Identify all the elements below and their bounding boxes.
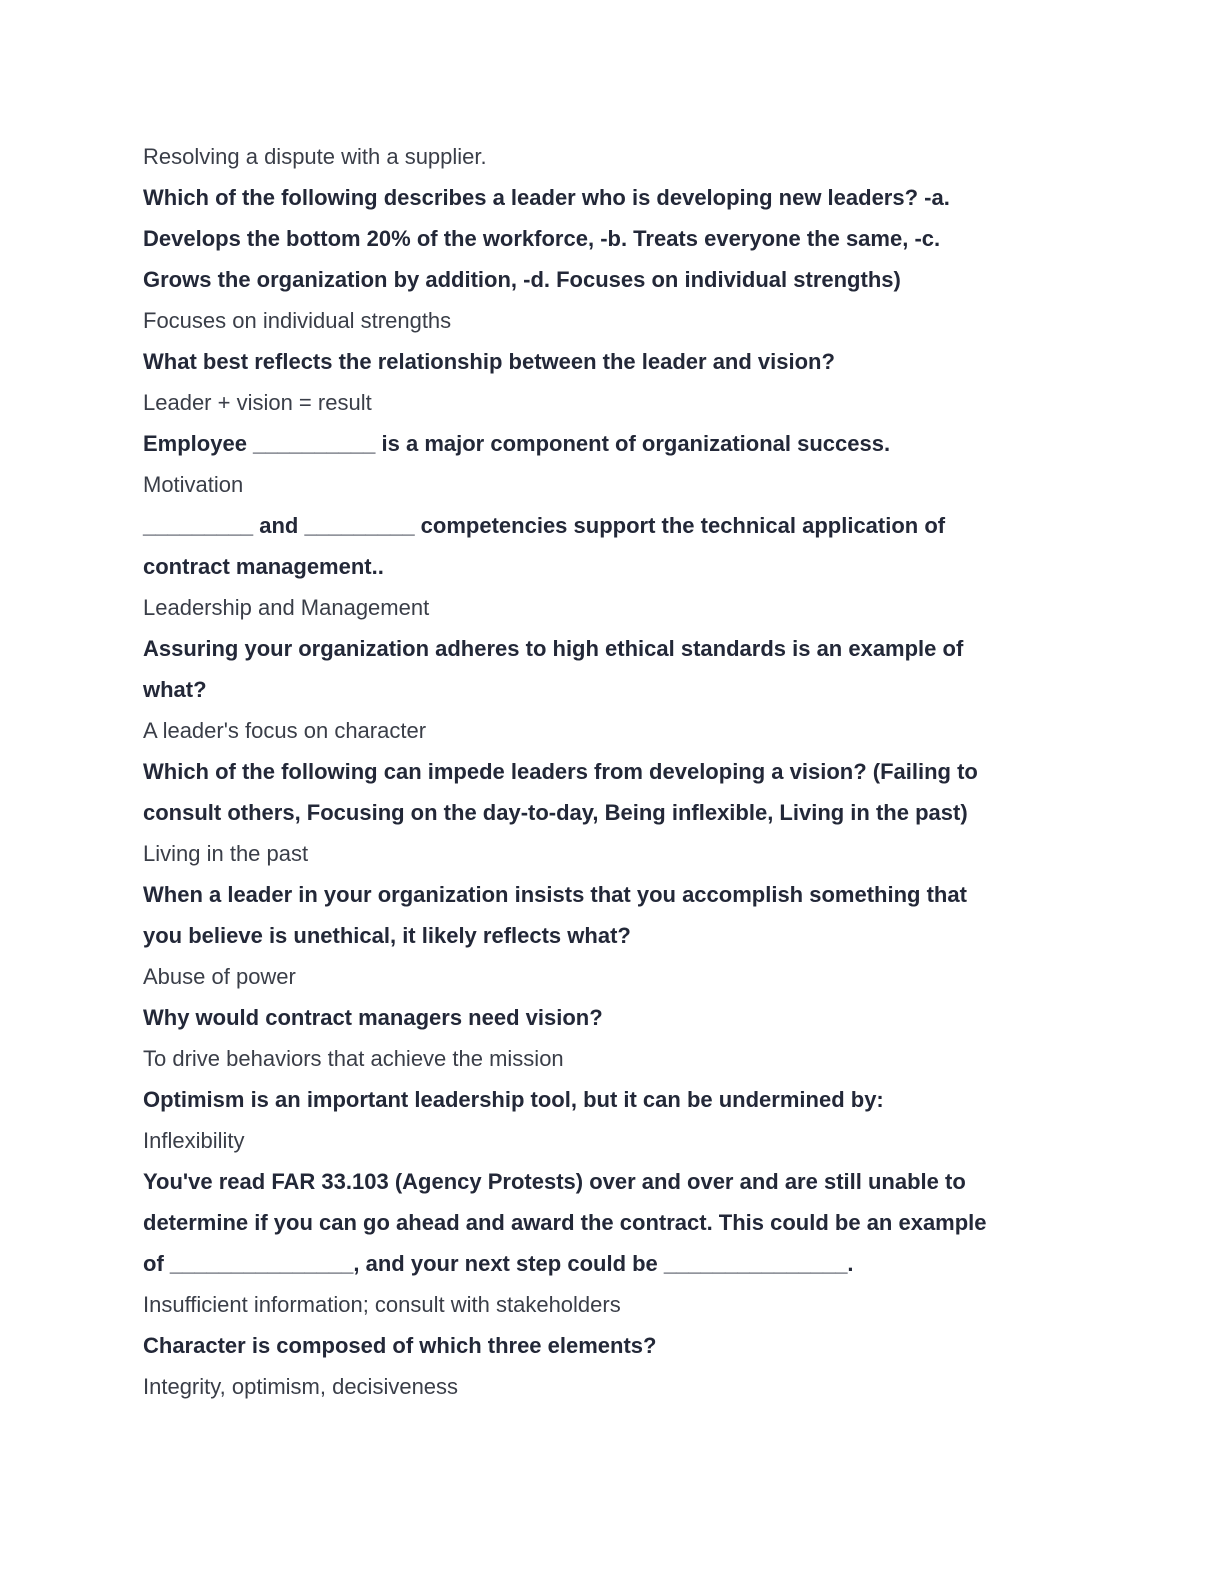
question-line: Why would contract managers need vision? — [143, 1005, 603, 1030]
question-line: Grows the organization by addition, -d. Focuses on individual strengths) — [143, 267, 901, 292]
answer-line: Inflexibility — [143, 1128, 245, 1153]
answer-line: To drive behaviors that achieve the mission — [143, 1046, 564, 1071]
question-line: you believe is unethical, it likely reflects what? — [143, 923, 631, 948]
question-line: contract management.. — [143, 554, 384, 579]
question-line: You've read FAR 33.103 (Agency Protests) over and over and are still unable to — [143, 1169, 966, 1194]
question-line: Character is composed of which three elements? — [143, 1333, 657, 1358]
answer-line: Integrity, optimism, decisiveness — [143, 1374, 459, 1399]
answer-line: Insufficient information; consult with stakeholders — [143, 1292, 621, 1317]
answer-line: Focuses on individual strengths — [143, 308, 452, 333]
answer-line: Abuse of power — [143, 964, 296, 989]
question-line: Optimism is an important leadership tool, but it can be undermined by: — [143, 1087, 884, 1112]
question-line: what? — [143, 677, 207, 702]
question-line: When a leader in your organization insists that you accomplish something that — [143, 882, 967, 907]
answer-line: A leader's focus on character — [143, 718, 427, 743]
question-line: Develops the bottom 20% of the workforce, -b. Treats everyone the same, -c. — [143, 226, 941, 251]
answer-line: Leader + vision = result — [143, 390, 372, 415]
answer-line: Resolving a dispute with a supplier. — [143, 144, 487, 169]
question-line: consult others, Focusing on the day-to-day, Being inflexible, Living in the past) — [143, 800, 968, 825]
question-line: Employee __________ is a major component of organizational success. — [143, 431, 891, 456]
question-line: determine if you can go ahead and award the contract. This could be an example — [143, 1210, 987, 1235]
question-line: Which of the following describes a leader who is developing new leaders? -a. — [143, 185, 950, 210]
question-line: of _______________, and your next step could be _______________. — [143, 1251, 854, 1276]
document-page — [143, 136, 1073, 1407]
question-line: _________ and _________ competencies support the technical application of — [143, 513, 946, 538]
question-line: What best reflects the relationship between the leader and vision? — [143, 349, 835, 374]
answer-line: Living in the past — [143, 841, 309, 866]
question-line: Which of the following can impede leaders from developing a vision? (Failing to — [143, 759, 978, 784]
question-line: Assuring your organization adheres to high ethical standards is an example of — [143, 636, 964, 661]
answer-line: Leadership and Management — [143, 595, 430, 620]
answer-line: Motivation — [143, 472, 244, 497]
